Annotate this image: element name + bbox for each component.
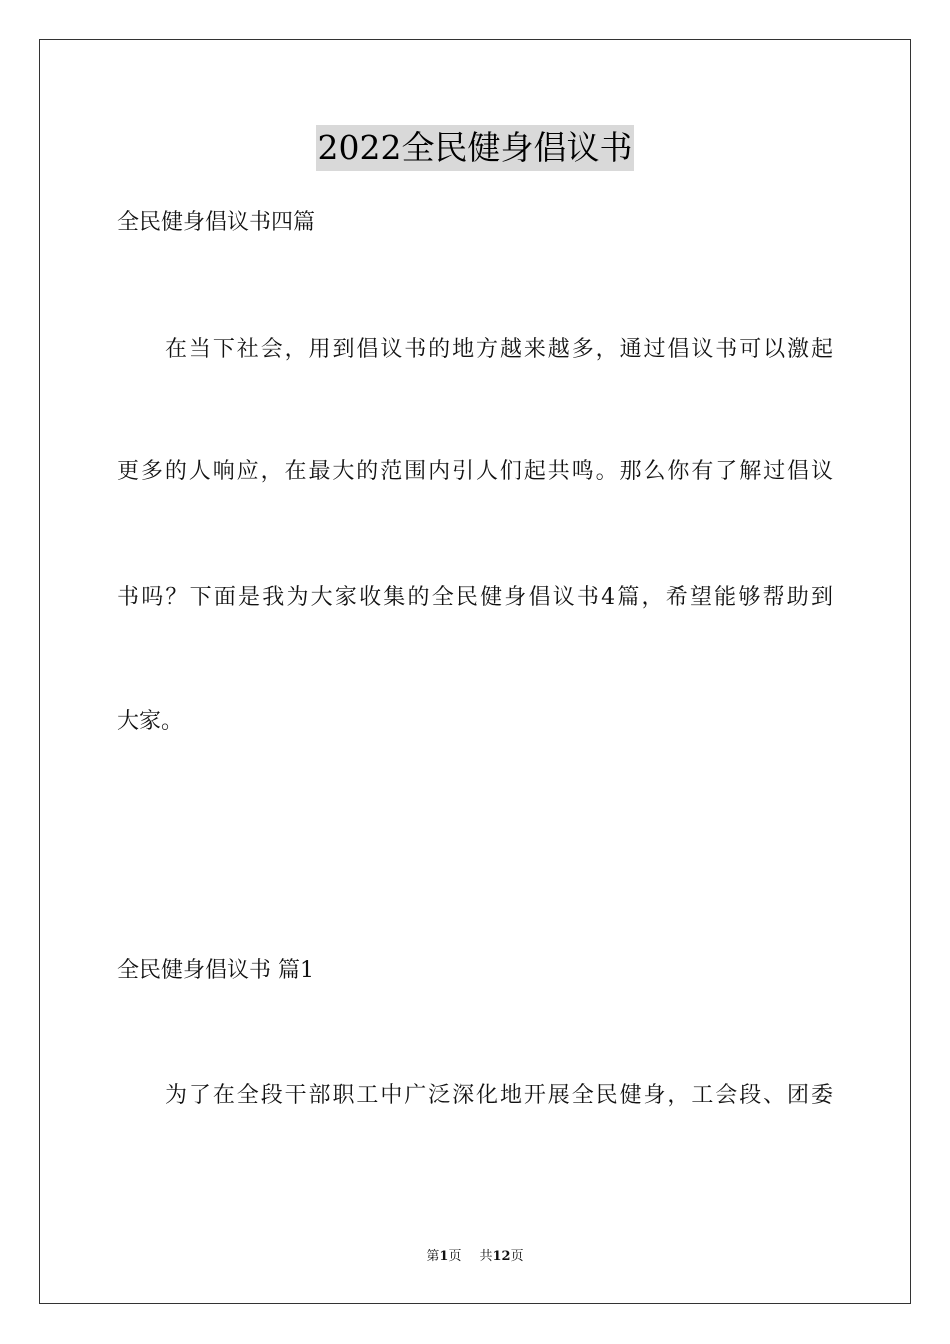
title-container (0, 125, 950, 171)
section-heading: 全民健身倡议书 篇1 (117, 958, 314, 983)
intro-line-4: 大家。 (117, 709, 184, 734)
footer-page-total: 12 (492, 1249, 511, 1264)
intro-line-2: 更多的人响应，在最大的范围内引人们起共鸣。那么你有了解过倡议 (117, 459, 833, 484)
section-line-1: 为了在全段干部职工中广泛深化地开展全民健身，工会段、团委 (165, 1083, 833, 1108)
page-footer (0, 1248, 950, 1266)
intro-line-3: 书吗？下面是我为大家收集的全民健身倡议书4篇，希望能够帮助到 (117, 585, 833, 610)
footer-page-prefix: 第 (426, 1249, 440, 1264)
footer-total-prefix: 共 (479, 1249, 493, 1264)
document-subtitle: 全民健身倡议书四篇 (117, 210, 316, 235)
document-title: 2022全民健身倡议书 (316, 125, 635, 171)
footer-total-unit: 页 (510, 1249, 524, 1264)
footer-page-unit: 页 (448, 1249, 462, 1264)
footer-page-current: 1 (439, 1249, 449, 1264)
intro-line-1: 在当下社会，用到倡议书的地方越来越多，通过倡议书可以激起 (165, 337, 833, 362)
